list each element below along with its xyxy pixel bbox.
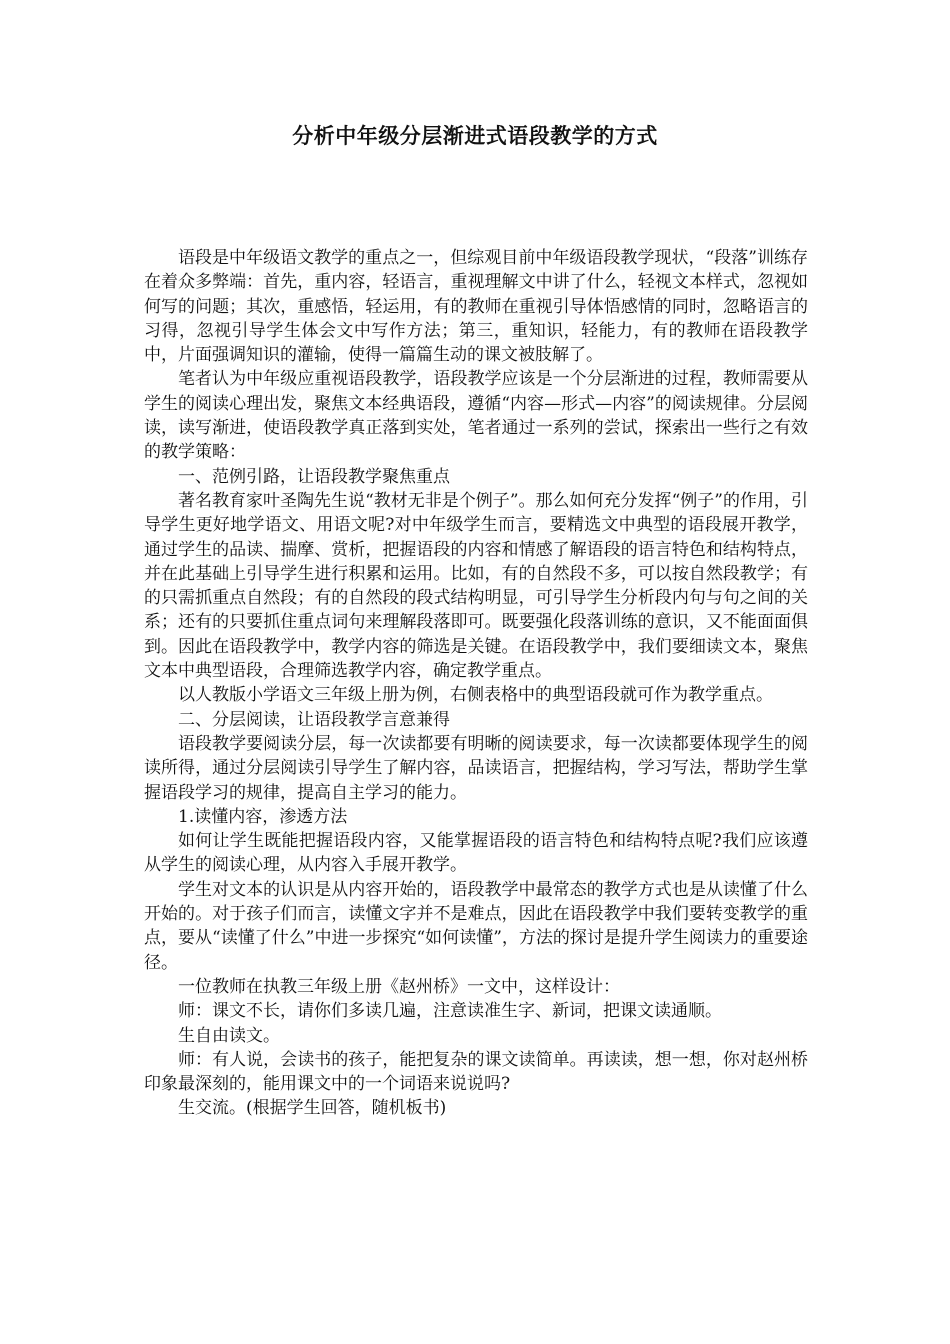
paragraph-understanding: 学生对文本的认识是从内容开始的，语段教学中最常态的教学方式也是从读懂了什么开始的。对于孩子们而言，读懂文字并不是难点，因此在语段教学中我们要转变教学的重点，要从“读懂了什么”中进一步探究“如何读懂”，方法的探讨是提升学生阅读力的重要途径。 xyxy=(144,879,808,973)
section-heading-2: 二、分层阅读，让语段教学言意兼得 xyxy=(178,709,450,730)
dialogue-student-2: 生交流。(根据学生回答，随机板书) xyxy=(178,1098,447,1119)
paragraph-teacher-case: 一位教师在执教三年级上册《赵州桥》一文中，这样设计： xyxy=(178,976,620,997)
paragraph-example-guidance: 著名教育家叶圣陶先生说“教材无非是个例子”。那么如何充分发挥“例子”的作用，引导学生更好地学语文、用语文呢?对中年级学生而言，要精选文中典型的语段展开教学，通过学生的品读、揣摩、赏析，把握语段的内容和情感了解语段的语言特色和结构特点，并在此基础上引导学生进行积累和运用。比如，有的自然段不多，可以按自然段教学；有的只需抓重点自然段；有的自然段的段式结构明显，可引导学生分析段内句与句之间的关系；还有的只要抓住重点词句来理解段落即可。既要强化段落训练的意识，又不能面面俱到。因此在语段教学中，教学内容的筛选是关键。在语段教学中，我们要细读文本，聚焦文本中典型语段，合理筛选教学内容，确定教学重点。 xyxy=(144,490,808,682)
paragraph-question: 如何让学生既能把握语段内容，又能掌握语段的语言特色和结构特点呢?我们应该遵从学生的阅读心理，从内容入手展开教学。 xyxy=(144,831,808,876)
dialogue-teacher-2: 师：有人说，会读书的孩子，能把复杂的课文读简单。再读读，想一想，你对赵州桥印象最深刻的，能用课文中的一个词语来说说吗? xyxy=(144,1049,808,1095)
paragraph-textbook-example: 以人教版小学语文三年级上册为例，右侧表格中的典型语段就可作为教学重点。 xyxy=(178,685,773,706)
page-title: 分析中年级分层渐进式语段教学的方式 xyxy=(292,123,658,148)
subsection-heading-1: 1.读懂内容，渗透方法 xyxy=(178,806,348,827)
paragraph-layered-reading: 语段教学要阅读分层，每一次读都要有明晰的阅读要求，每一次读都要体现学生的阅读所得，通过分层阅读引导学生了解内容，品读语言，把握结构，学习写法，帮助学生掌握语段学习的规律，提高自主学习的能力。 xyxy=(144,733,808,803)
document-body xyxy=(144,246,808,1121)
dialogue-student-1: 生自由读文。 xyxy=(178,1025,280,1046)
paragraph-author-view: 笔者认为中年级应重视语段教学，语段教学应该是一个分层渐进的过程，教师需要从学生的阅读心理出发，聚焦文本经典语段，遵循“内容—形式—内容”的阅读规律。分层阅读，读写渐进，使语段教学真正落到实处，笔者通过一系列的尝试，探索出一些行之有效的教学策略： xyxy=(144,369,808,463)
section-heading-1: 一、范例引路，让语段教学聚焦重点 xyxy=(178,466,450,487)
paragraph-intro: 语段是中年级语文教学的重点之一，但综观目前中年级语段教学现状，“段落”训练存在着众多弊端：首先，重内容，轻语言，重视理解文中讲了什么，轻视文本样式，忽视如何写的问题；其次，重感悟，轻运用，有的教师在重视引导体悟感情的同时，忽略语言的习得，忽视引导学生体会文中写作方法；第三，重知识，轻能力，有的教师在语段教学中，片面强调知识的灌输，使得一篇篇生动的课文被肢解了。 xyxy=(144,248,808,366)
dialogue-teacher-1: 师：课文不长，请你们多读几遍，注意读准生字、新词，把课文读通顺。 xyxy=(178,1001,722,1022)
